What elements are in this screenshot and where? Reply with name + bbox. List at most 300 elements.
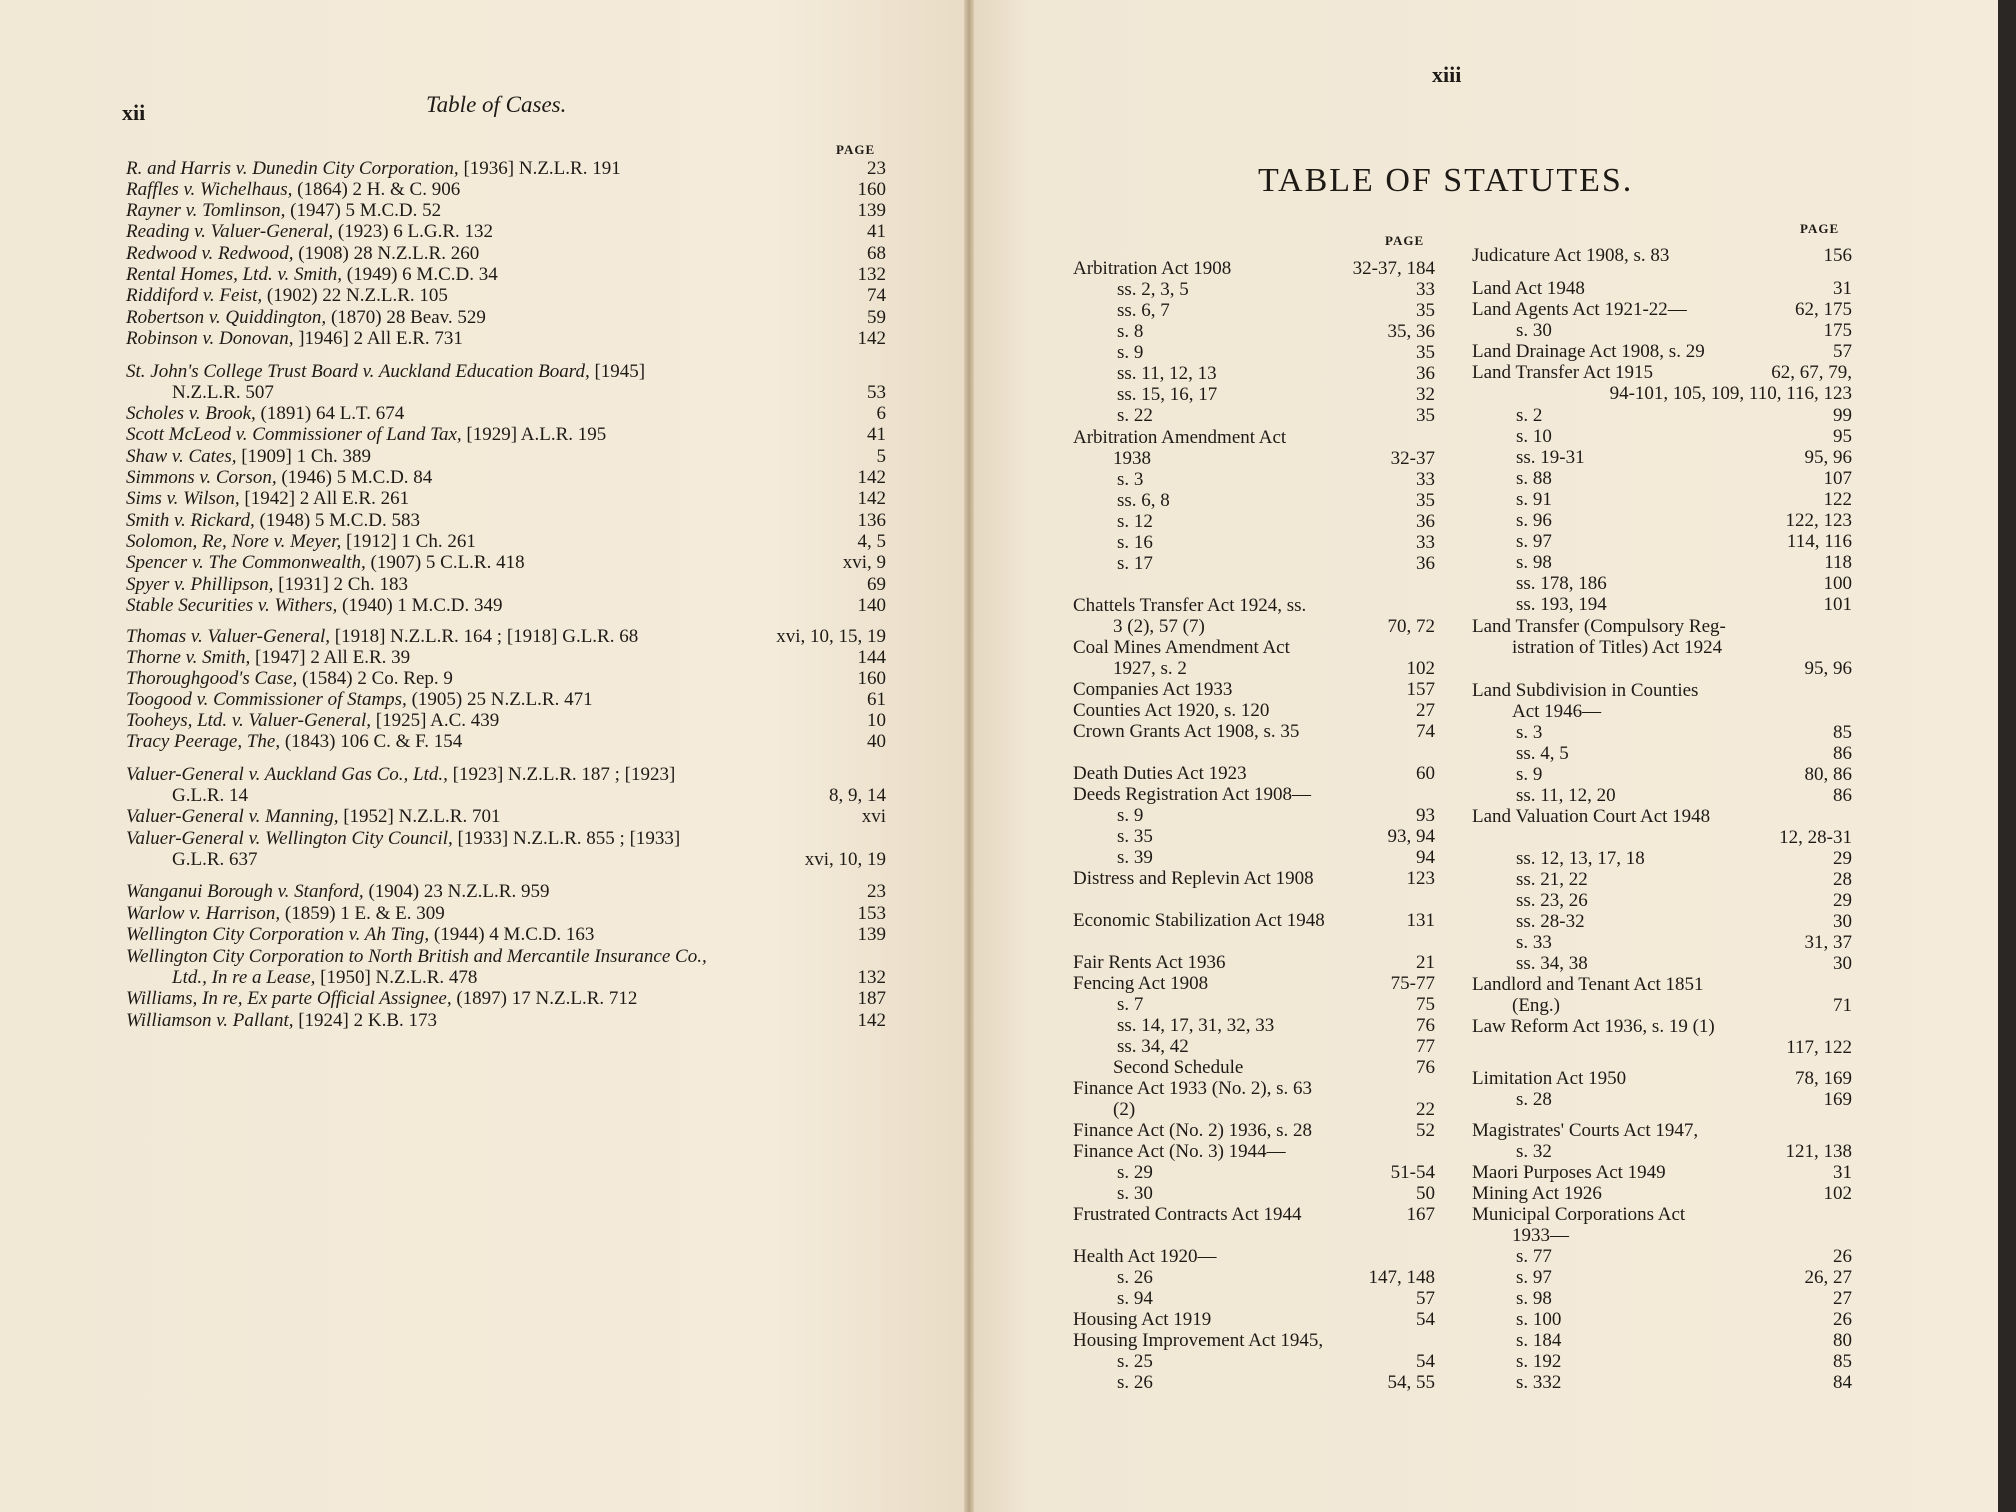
statute-page-ref: 31, 37 [1804,932,1852,953]
statute-title: Magistrates' Courts Act 1947, [1472,1120,1699,1141]
case-entry: N.Z.L.R. 507 53 [172,382,886,403]
statute-entry [1073,700,1435,721]
statute-page-ref: 57 [1416,1288,1435,1309]
case-entry: St. John's College Trust Board v. Auckland Education Board, [1945] [126,361,646,382]
statute-page-ref: 26 [1833,1246,1852,1267]
statute-entry [1073,595,1435,616]
statute-title: s. 77 [1516,1246,1552,1267]
statute-page-ref: 30 [1833,911,1852,932]
case-entry: Scott McLeod v. Commissioner of Land Tax, [1929] A.L.R. 195 41 [126,424,886,445]
statute-entry [1073,721,1435,742]
statute-title: s. 29 [1117,1162,1153,1183]
statute-entry [1073,1120,1435,1141]
statute-entry [1073,279,1435,300]
statute-page-ref: 117, 122 [1786,1037,1852,1058]
statute-page-ref: 31 [1833,1162,1852,1183]
statute-title: s. 2 [1516,405,1543,426]
statute-title: 1933— [1512,1225,1569,1246]
statute-title: Land Act 1948 [1472,278,1585,299]
statute-entry [1472,701,1852,722]
statute-title: ss. 28-32 [1516,911,1585,932]
statute-title: s. 12 [1117,511,1153,532]
statute-title: Crown Grants Act 1908, s. 35 [1073,721,1300,742]
statute-entry [1073,342,1435,363]
statute-entry [1073,868,1435,889]
case-entry: Wanganui Borough v. Stanford, (1904) 23 N.Z.L.R. 959 23 [126,881,886,902]
case-entry: Spencer v. The Commonwealth, (1907) 5 C.L.R. 418 xvi, 9 [126,552,886,573]
statute-title: Law Reform Act 1936, s. 19 (1) [1472,1016,1715,1037]
statute-page-ref: 101 [1823,594,1852,615]
statute-page-ref: 29 [1833,890,1852,911]
case-entry: Toogood v. Commissioner of Stamps, (1905) 25 N.Z.L.R. 471 61 [126,689,886,710]
statute-entry [1472,722,1852,743]
statute-page-ref: 80 [1833,1330,1852,1351]
statute-title: s. 9 [1117,805,1144,826]
statute-title: (2) [1113,1099,1136,1120]
statute-page-ref: 51-54 [1390,1162,1435,1183]
statute-page-ref: 121, 138 [1785,1141,1852,1162]
statute-title: ss. 6, 8 [1117,490,1170,511]
statute-entry [1073,553,1435,574]
statute-entry [1472,1016,1852,1037]
statute-title: ss. 14, 17, 31, 32, 33 [1117,1015,1275,1036]
statute-page-ref: 157 [1406,679,1435,700]
statute-title: s. 10 [1516,426,1552,447]
statute-title: Housing Act 1919 [1073,1309,1212,1330]
statute-page-ref: 100 [1823,573,1852,594]
statute-title: Landlord and Tenant Act 1851 [1472,974,1704,995]
statute-title: s. 97 [1516,531,1552,552]
statute-title: s. 25 [1117,1351,1153,1372]
statute-entry [1472,827,1852,848]
statute-entry [1073,1078,1435,1099]
statute-title: Judicature Act 1908, s. 83 [1472,245,1670,266]
case-entry: Valuer-General v. Wellington City Council, [1933] N.Z.L.R. 855 ; [1933] [126,828,681,849]
case-entry: G.L.R. 14 8, 9, 14 [172,785,886,806]
statute-page-ref: 118 [1824,552,1852,573]
statute-title: s. 35 [1117,826,1153,847]
statute-page-ref: 102 [1406,658,1435,679]
statute-page-ref: 12, 28-31 [1779,827,1852,848]
statute-title: s. 100 [1516,1309,1562,1330]
statute-page-ref: 36 [1416,553,1435,574]
statute-title: Coal Mines Amendment Act [1073,637,1290,658]
statute-entry [1073,363,1435,384]
statute-entry [1472,806,1852,827]
case-entry: Williamson v. Pallant, [1924] 2 K.B. 173 142 [126,1010,886,1031]
statute-entry [1472,1183,1852,1204]
statute-title: Arbitration Amendment Act [1073,427,1287,448]
statute-title: s. 94 [1117,1288,1153,1309]
statute-page-ref: 35, 36 [1387,321,1435,342]
statute-entry [1472,616,1852,637]
statute-title: Municipal Corporations Act [1472,1204,1686,1225]
statute-title: Companies Act 1933 [1073,679,1233,700]
statute-entry [1472,869,1852,890]
statute-entry [1073,405,1435,426]
statute-title: ss. 6, 7 [1117,300,1170,321]
statute-entry [1472,1068,1852,1089]
statute-entry [1073,321,1435,342]
statute-entry [1472,1288,1852,1309]
statute-title: 1938 [1113,448,1151,469]
statute-page-ref: 50 [1416,1183,1435,1204]
statute-title: s. 9 [1117,342,1144,363]
statute-page-ref: 29 [1833,848,1852,869]
statute-entry [1073,784,1435,805]
statute-page-ref: 54, 55 [1387,1372,1435,1393]
case-entry: Valuer-General v. Auckland Gas Co., Ltd., [1923] N.Z.L.R. 187 ; [1923] [126,764,676,785]
statute-title: ss. 12, 13, 17, 18 [1516,848,1645,869]
statute-page-ref: 62, 175 [1795,299,1852,320]
statute-page-ref: 35 [1416,300,1435,321]
statute-entry [1073,826,1435,847]
statute-page-ref: 31 [1833,278,1852,299]
statute-page-ref: 95 [1833,426,1852,447]
statute-title: ss. 11, 12, 13 [1117,363,1217,384]
statute-title: s. 17 [1117,553,1153,574]
case-entry: Rental Homes, Ltd. v. Smith, (1949) 6 M.C.D. 34 132 [126,264,886,285]
statute-title: s. 9 [1516,764,1543,785]
statute-title: Deeds Registration Act 1908— [1073,784,1311,805]
statute-entry [1472,299,1852,320]
statute-page-ref: 36 [1416,363,1435,384]
statute-title: ss. 19-31 [1516,447,1585,468]
statute-title: Act 1946— [1512,701,1602,722]
statute-title: Chattels Transfer Act 1924, ss. [1073,595,1307,616]
statute-page-ref: 94 [1416,847,1435,868]
statute-entry [1472,383,1852,404]
statute-entry [1472,785,1852,806]
statute-entry [1073,847,1435,868]
statute-title: s. 97 [1516,1267,1552,1288]
statute-page-ref: 54 [1416,1309,1435,1330]
statute-page-ref: 75-77 [1390,973,1435,994]
statute-title: Finance Act (No. 2) 1936, s. 28 [1073,1120,1313,1141]
statute-entry [1073,384,1435,405]
statute-entry [1073,1330,1435,1351]
statute-page-ref: 62, 67, 79, [1771,362,1852,383]
statute-page-ref: 85 [1833,722,1852,743]
statute-entry [1073,637,1435,658]
statute-title: Distress and Replevin Act 1908 [1073,868,1314,889]
statute-title: 3 (2), 57 (7) [1113,616,1205,637]
case-entry: Raffles v. Wichelhaus, (1864) 2 H. & C. 906 160 [126,179,886,200]
statute-entry [1472,1089,1852,1110]
statute-page-ref: 84 [1833,1372,1852,1393]
case-entry: Tracy Peerage, The, (1843) 106 C. & F. 154 40 [126,731,886,752]
statute-entry [1073,1057,1435,1078]
statute-page-ref: 95, 96 [1804,447,1852,468]
statute-page-ref: 122, 123 [1785,510,1852,531]
statute-title: Second Schedule [1113,1057,1244,1078]
case-entry: Sims v. Wilson, [1942] 2 All E.R. 261 142 [126,488,886,509]
statute-entry [1472,1372,1852,1393]
statute-entry [1472,341,1852,362]
statute-title: Mining Act 1926 [1472,1183,1602,1204]
statute-title: s. 30 [1516,320,1552,341]
statute-entry [1472,890,1852,911]
statute-page-ref: 36 [1416,511,1435,532]
case-entry: Stable Securities v. Withers, (1940) 1 M.C.D. 349 140 [126,595,886,616]
statute-title: istration of Titles) Act 1924 [1512,637,1723,658]
case-entry: Valuer-General v. Manning, [1952] N.Z.L.R. 701 xvi [126,806,886,827]
statute-entry [1472,1162,1852,1183]
statute-page-ref: 27 [1833,1288,1852,1309]
statute-page-ref: 54 [1416,1351,1435,1372]
statute-title: 1927, s. 2 [1113,658,1187,679]
statute-entry [1073,469,1435,490]
case-entry: Robinson v. Donovan, ]1946] 2 All E.R. 731 142 [126,328,886,349]
statute-title: ss. 11, 12, 20 [1516,785,1616,806]
statute-entry [1472,447,1852,468]
statute-entry [1472,1225,1852,1246]
right-folio: xiii [1432,62,1462,87]
statute-page-ref: 123 [1406,868,1435,889]
statute-entry [1472,1120,1852,1141]
statute-entry [1073,427,1435,448]
statute-title: s. 184 [1516,1330,1562,1351]
statute-page-ref: 27 [1416,700,1435,721]
statute-entry [1073,952,1435,973]
statute-entry [1472,911,1852,932]
statute-entry [1472,848,1852,869]
statute-title: Limitation Act 1950 [1472,1068,1627,1089]
statute-entry [1472,1246,1852,1267]
case-entry: Shaw v. Cates, [1909] 1 Ch. 389 5 [126,446,886,467]
book-gutter [964,0,974,1512]
statute-entry [1073,1015,1435,1036]
statute-title: s. 98 [1516,552,1552,573]
statute-title: ss. 178, 186 [1516,573,1607,594]
case-entry: Warlow v. Harrison, (1859) 1 E. & E. 309 153 [126,903,886,924]
case-entry: Spyer v. Phillipson, [1931] 2 Ch. 183 69 [126,574,886,595]
statute-entry [1073,763,1435,784]
statute-page-ref: 70, 72 [1387,616,1435,637]
case-entry: Riddiford v. Feist, (1902) 22 N.Z.L.R. 105 74 [126,285,886,306]
statute-entry [1472,573,1852,594]
statute-entry [1472,1141,1852,1162]
statute-entry [1472,510,1852,531]
statute-page-ref: 75 [1416,994,1435,1015]
statute-entry [1472,594,1852,615]
statute-entry [1073,1267,1435,1288]
statute-entry [1073,1204,1435,1225]
statute-entry [1073,1372,1435,1393]
statute-title: Finance Act (No. 3) 1944— [1073,1141,1286,1162]
statute-page-ref: 93, 94 [1387,826,1435,847]
statute-title: Land Valuation Court Act 1948 [1472,806,1711,827]
statute-title: s. 332 [1516,1372,1562,1393]
statute-entry [1073,490,1435,511]
case-entry: Solomon, Re, Nore v. Meyer, [1912] 1 Ch. 261 4, 5 [126,531,886,552]
statute-title: s. 26 [1117,1267,1153,1288]
statute-page-ref: 77 [1416,1036,1435,1057]
page-column-heading: PAGE [836,142,876,157]
statute-entry [1073,1246,1435,1267]
statute-entry [1073,1162,1435,1183]
statute-page-ref: 28 [1833,869,1852,890]
statute-page-ref: 32-37 [1390,448,1435,469]
statute-title: ss. 193, 194 [1516,594,1607,615]
statute-title: s. 88 [1516,468,1552,489]
statute-page-ref: 35 [1416,405,1435,426]
statute-entry [1472,764,1852,785]
statute-entry [1472,531,1852,552]
running-head: Table of Cases. [426,92,567,117]
statute-page-ref: 86 [1833,785,1852,806]
statute-title: s. 22 [1117,405,1153,426]
statute-entry [1073,1099,1435,1120]
statute-page-ref: 169 [1823,1089,1852,1110]
statute-entry [1472,932,1852,953]
statute-title: s. 26 [1117,1372,1153,1393]
statute-entry [1472,1309,1852,1330]
statute-title: Counties Act 1920, s. 120 [1073,700,1270,721]
statute-entry [1073,679,1435,700]
statute-page-ref: 94-101, 105, 109, 110, 116, 123 [1609,383,1852,404]
statute-entry [1472,680,1852,701]
page-column-heading-right: PAGE [1800,221,1840,236]
statute-page-ref: 175 [1823,320,1852,341]
statute-title: Fencing Act 1908 [1073,973,1209,994]
statute-page-ref: 76 [1416,1015,1435,1036]
statute-page-ref: 102 [1823,1183,1852,1204]
statute-entry [1472,1204,1852,1225]
case-entry: Reading v. Valuer-General, (1923) 6 L.G.R. 132 41 [126,221,886,242]
statute-page-ref: 122 [1823,489,1852,510]
statute-entry [1073,658,1435,679]
statute-entry [1472,468,1852,489]
statute-title: ss. 34, 42 [1117,1036,1189,1057]
statute-page-ref: 156 [1823,245,1852,266]
statute-page-ref: 35 [1416,342,1435,363]
case-entry: Smith v. Rickard, (1948) 5 M.C.D. 583 136 [126,510,886,531]
statute-title: s. 39 [1117,847,1153,868]
statute-title: Finance Act 1933 (No. 2), s. 63 [1073,1078,1313,1099]
case-entry: Simmons v. Corson, (1946) 5 M.C.D. 84 142 [126,467,886,488]
statute-page-ref: 107 [1823,468,1852,489]
statute-entry [1472,974,1852,995]
case-entry: Scholes v. Brook, (1891) 64 L.T. 674 6 [126,403,886,424]
case-entry: Redwood v. Redwood, (1908) 28 N.Z.L.R. 260 68 [126,243,886,264]
statute-title: s. 91 [1516,489,1552,510]
statute-entry [1073,1141,1435,1162]
statute-entry [1472,1267,1852,1288]
statute-page-ref: 147, 148 [1368,1267,1435,1288]
statute-title: s. 98 [1516,1288,1552,1309]
statute-entry [1073,910,1435,931]
statute-title: s. 3 [1117,469,1144,490]
statute-title: ss. 2, 3, 5 [1117,279,1189,300]
statute-entry [1073,300,1435,321]
case-entry: Robertson v. Quiddington, (1870) 28 Beav. 529 59 [126,307,886,328]
statute-title: s. 33 [1516,932,1552,953]
statute-title: ss. 23, 26 [1516,890,1588,911]
statute-page-ref: 95, 96 [1804,658,1852,679]
statute-page-ref: 26 [1833,1309,1852,1330]
statute-title: Economic Stabilization Act 1948 [1073,910,1325,931]
statute-entry [1073,532,1435,553]
statute-entry [1472,637,1852,658]
statute-title: Arbitration Act 1908 [1073,258,1232,279]
statute-page-ref: 76 [1416,1057,1435,1078]
statute-title: s. 8 [1117,321,1144,342]
statute-entry [1073,994,1435,1015]
book-edge [1998,0,2016,1512]
case-entry: Wellington City Corporation to North British and Mercantile Insurance Co., [126,946,707,967]
statute-title: s. 32 [1516,1141,1552,1162]
statute-entry [1073,1351,1435,1372]
statute-page-ref: 33 [1416,469,1435,490]
statute-page-ref: 21 [1416,952,1435,973]
statute-page-ref: 167 [1406,1204,1435,1225]
statute-title: ss. 34, 38 [1516,953,1588,974]
case-entry: G.L.R. 637 xvi, 10, 19 [172,849,886,870]
statute-title: Land Drainage Act 1908, s. 29 [1472,341,1705,362]
statute-page-ref: 131 [1406,910,1435,931]
statute-page-ref: 93 [1416,805,1435,826]
statute-page-ref: 114, 116 [1786,531,1852,552]
statute-page-ref: 74 [1416,721,1435,742]
page-title: TABLE OF STATUTES. [1258,162,1634,199]
statute-title: Land Transfer Act 1915 [1472,362,1654,383]
statute-page-ref: 60 [1416,763,1435,784]
statute-entry [1073,258,1435,279]
statute-entry [1472,552,1852,573]
statute-title: Land Subdivision in Counties [1472,680,1699,701]
statute-title: Housing Improvement Act 1945, [1073,1330,1324,1351]
statute-title: s. 96 [1516,510,1552,531]
statute-page-ref: 80, 86 [1804,764,1852,785]
statute-page-ref: 33 [1416,532,1435,553]
statute-page-ref: 57 [1833,341,1852,362]
statute-title: s. 192 [1516,1351,1562,1372]
case-entry: Ltd., In re a Lease, [1950] N.Z.L.R. 478 132 [172,967,886,988]
statute-page-ref: 99 [1833,405,1852,426]
statute-title: Land Transfer (Compulsory Reg- [1472,616,1726,637]
statute-page-ref: 26, 27 [1804,1267,1852,1288]
statute-entry [1073,973,1435,994]
statute-title: s. 3 [1516,722,1543,743]
statute-entry [1472,362,1852,383]
case-entry: Tooheys, Ltd. v. Valuer-General, [1925] A.C. 439 10 [126,710,886,731]
statute-title: ss. 4, 5 [1516,743,1569,764]
case-entry: Thorne v. Smith, [1947] 2 All E.R. 39 144 [126,647,886,668]
statute-title: Fair Rents Act 1936 [1073,952,1226,973]
statute-entry [1472,995,1852,1016]
statute-entry [1472,245,1852,266]
statute-title: s. 7 [1117,994,1144,1015]
statute-page-ref: 33 [1416,279,1435,300]
statute-page-ref: 52 [1416,1120,1435,1141]
statute-title: (Eng.) [1512,995,1561,1016]
statute-entry [1073,448,1435,469]
left-folio: xii [122,100,146,125]
statute-entry [1472,405,1852,426]
statute-entry [1472,489,1852,510]
statute-entry [1472,1330,1852,1351]
statute-entry [1073,805,1435,826]
statute-entry [1472,1351,1852,1372]
statute-entry [1472,953,1852,974]
case-entry: Thomas v. Valuer-General, [1918] N.Z.L.R. 164 ; [1918] G.L.R. 68 xvi, 10, 15, 19 [126,626,886,647]
case-entry: Rayner v. Tomlinson, (1947) 5 M.C.D. 52 139 [126,200,886,221]
statute-title: s. 28 [1516,1089,1552,1110]
statute-title: Land Agents Act 1921-22— [1472,299,1687,320]
page-column-heading-left: PAGE [1385,233,1425,248]
statute-entry [1472,1037,1852,1058]
